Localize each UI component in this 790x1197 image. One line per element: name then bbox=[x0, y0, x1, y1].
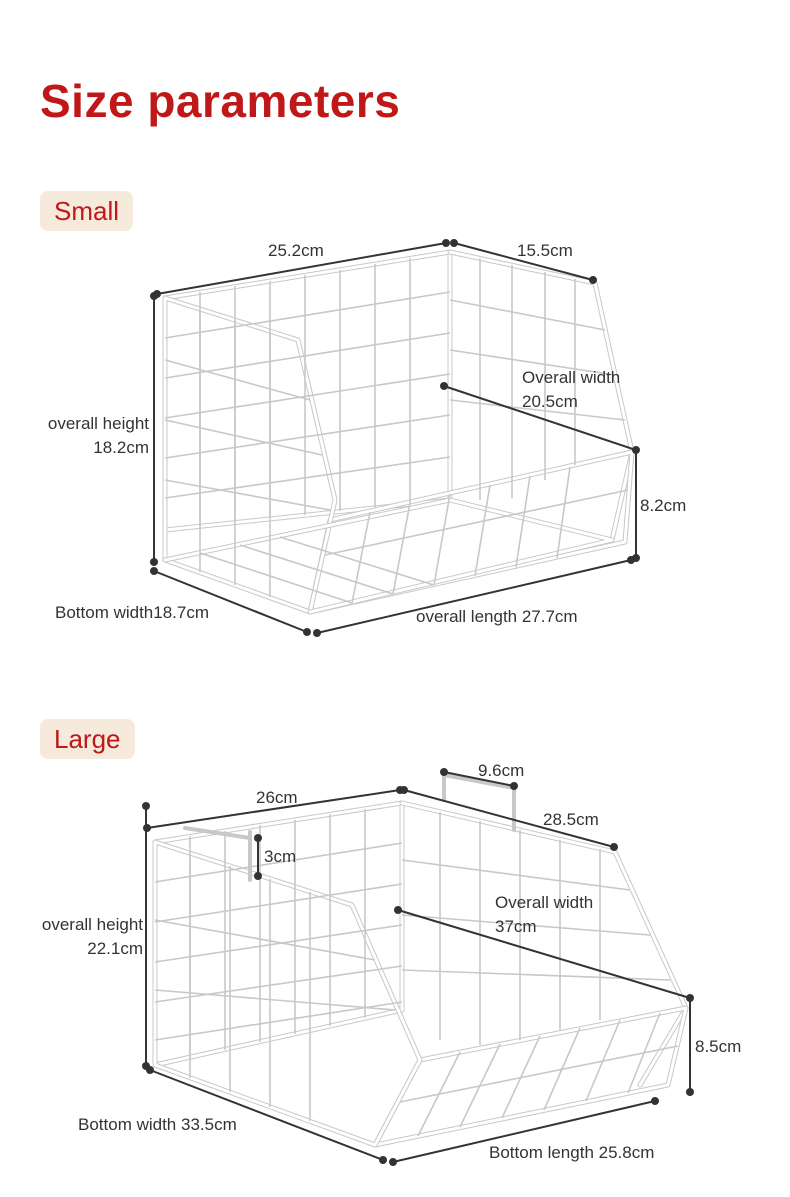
large-handle-height-label: 3cm bbox=[264, 847, 297, 866]
small-top-length-label: 25.2cm bbox=[268, 241, 324, 260]
small-overall-length-label: overall length 27.7cm bbox=[416, 607, 578, 626]
large-overall-width-label: Overall width bbox=[495, 893, 594, 912]
small-overall-width-label: Overall width bbox=[522, 368, 621, 387]
large-overall-height-label: overall height bbox=[41, 915, 143, 934]
large-overall-height-value: 22.1cm bbox=[87, 939, 143, 958]
large-top-depth-label: 28.5cm bbox=[543, 810, 599, 829]
large-top-length-label: 26cm bbox=[256, 788, 298, 807]
large-front-height-label: 8.5cm bbox=[695, 1037, 742, 1056]
small-badge: Small bbox=[40, 191, 133, 231]
small-overall-height-label: overall height bbox=[47, 414, 149, 433]
small-overall-width-value: 20.5cm bbox=[522, 392, 578, 411]
large-bottom-width-label: Bottom width 33.5cm bbox=[78, 1115, 237, 1134]
small-top-depth-label: 15.5cm bbox=[517, 241, 573, 260]
small-overall-height-value: 18.2cm bbox=[93, 438, 149, 457]
large-badge: Large bbox=[40, 719, 135, 759]
large-handle-label: 9.6cm bbox=[478, 761, 525, 780]
small-front-height-label: 8.2cm bbox=[640, 496, 687, 515]
page-title: Size parameters bbox=[40, 75, 401, 127]
large-bottom-length-label: Bottom length 25.8cm bbox=[489, 1143, 655, 1162]
large-overall-width-value: 37cm bbox=[495, 917, 537, 936]
small-bottom-width-label: Bottom width18.7cm bbox=[55, 603, 210, 622]
